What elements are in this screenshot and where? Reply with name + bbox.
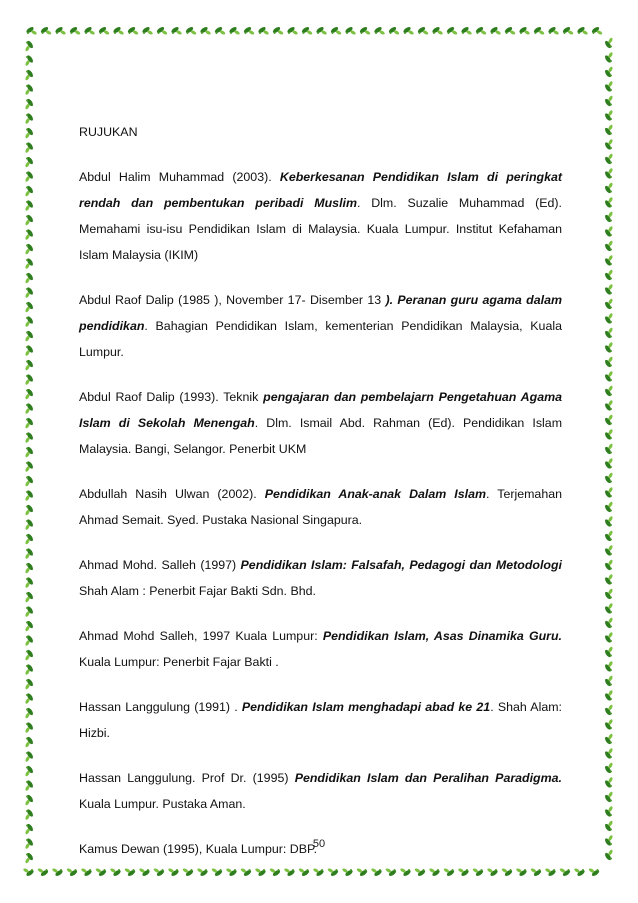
references-page [79,119,562,881]
reference-author-year: Kamus Dewan (1995), Kuala Lumpur: DBP. [79,842,318,856]
reference-author-year: Abdul Halim Muhammad (2003). [79,170,280,184]
reference-author-year: Hassan Langgulung. Prof Dr. (1995) [79,771,295,785]
reference-author-year: Abdul Raof Dalip (1985 ), November 17- Disember 13 [79,293,386,307]
reference-title: pengajaran dan pembelajarn Pengetahuan Agama Islam di Sekolah Menengah [79,390,562,430]
reference-publication: . Bahagian Pendidikan Islam, kementerian Pendidikan Malaysia, Kuala Lumpur. [79,319,562,359]
reference-publication: Shah Alam : Penerbit Fajar Bakti Sdn. Bhd. [79,584,316,598]
reference-entry [79,623,562,675]
reference-title: ). Peranan guru agama dalam pendidikan [79,293,562,333]
reference-publication: . Dlm. Suzalie Muhammad (Ed). Memahami isu-isu Pendidikan Islam di Malaysia. Kuala Lumpur. Institut Kefahaman Islam Malaysia (IKIM) [79,196,562,262]
reference-author-year: Abdullah Nasih Ulwan (2002). [79,487,265,501]
reference-entry [79,287,562,365]
reference-publication: . Shah Alam: Hizbi. [79,700,562,740]
reference-title: Pendidikan Islam: Falsafah, Pedagogi dan Metodologi [240,558,562,572]
reference-entry [79,384,562,462]
reference-entry [79,765,562,817]
reference-entry [79,552,562,604]
reference-author-year: Abdul Raof Dalip (1993). Teknik [79,390,264,404]
reference-entry [79,694,562,746]
reference-title: Pendidikan Islam dan Peralihan Paradigma. [294,771,562,785]
reference-author-year: Hassan Langgulung (1991) . [79,700,242,714]
reference-publication: Kuala Lumpur: Penerbit Fajar Bakti . [79,655,279,669]
reference-entry [79,481,562,533]
reference-title: Keberkesanan Pendidikan Islam di peringkat rendah dan pembentukan peribadi Muslim [79,170,562,210]
reference-entry [79,164,562,268]
reference-publication: . Dlm. Ismail Abd. Rahman (Ed). Pendidikan Islam Malaysia. Bangi, Selangor. Penerbit UKM [79,416,563,456]
reference-publication: . Terjemahan Ahmad Semait. Syed. Pustaka Nasional Singapura. [79,487,562,527]
reference-title: Pendidikan Islam menghadapi abad ke 21 [241,700,491,714]
reference-author-year: Ahmad Mohd Salleh, 1997 Kuala Lumpur: [79,629,323,643]
reference-author-year: Ahmad Mohd. Salleh (1997) [79,558,241,572]
references-heading: RUJUKAN [79,125,138,139]
reference-title: Pendidikan Islam, Asas Dinamika Guru. [322,629,562,643]
reference-title: Pendidikan Anak-anak Dalam Islam [264,487,486,501]
reference-publication: Kuala Lumpur. Pustaka Aman. [79,797,246,811]
page-number: 50 [312,838,326,850]
